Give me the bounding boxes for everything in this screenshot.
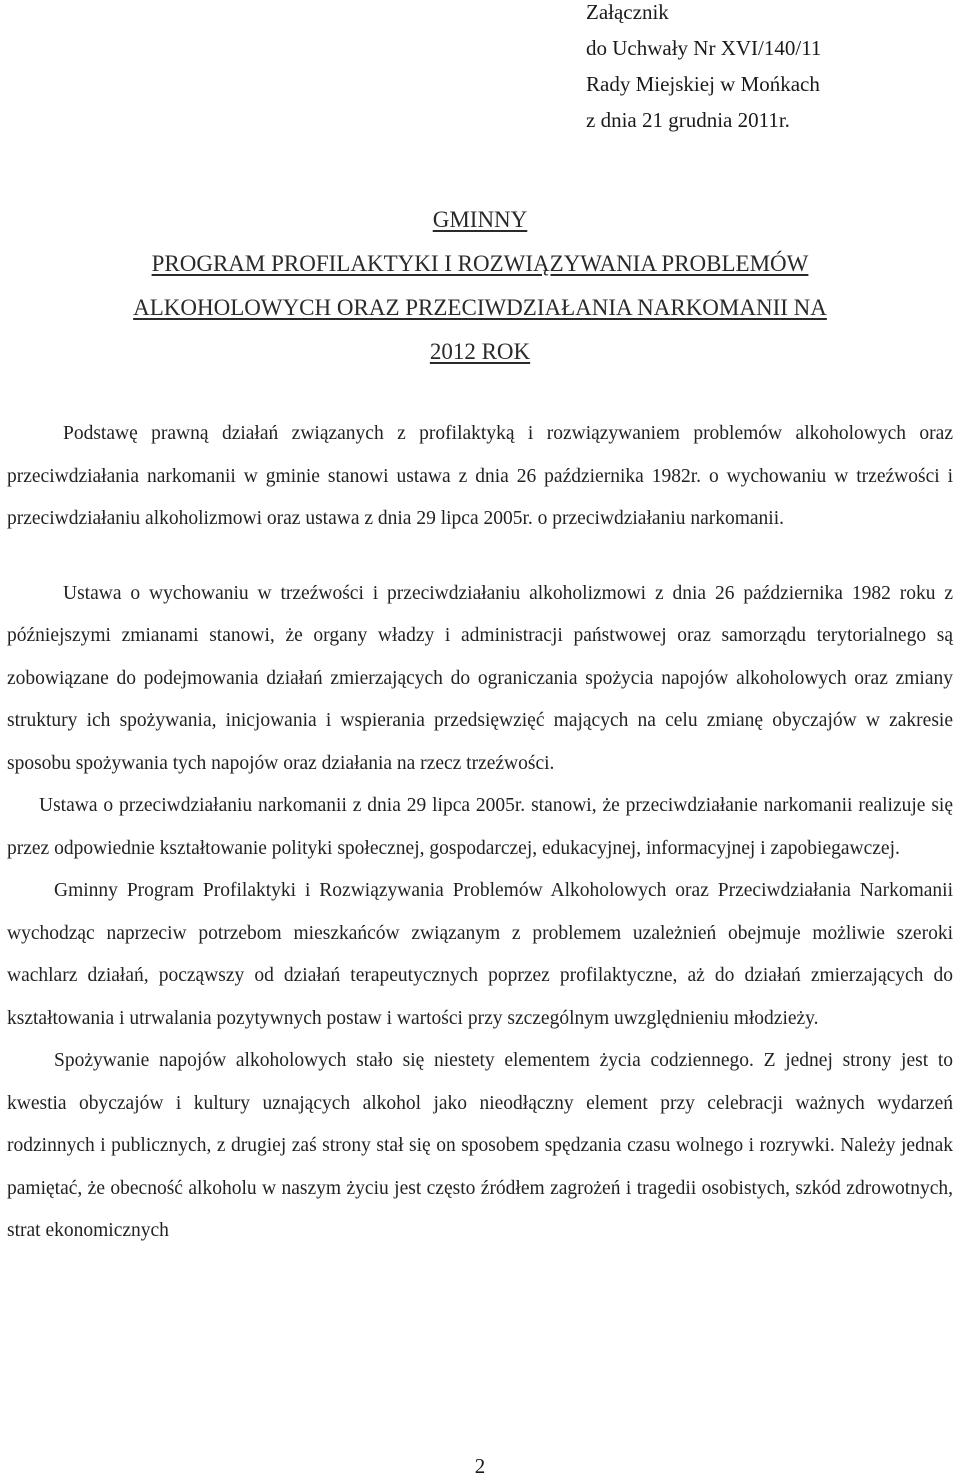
document-body [7, 413, 953, 1253]
annex-date: z dnia 21 grudnia 2011r. [586, 108, 790, 132]
paragraph-alcohol-consumption: Spożywanie napojów alkoholowych stało się niestety elementem życia codziennego. Z jednej strony jest to kwestia obyczajów i kultury uznających alkohol jako nieodłączny element przy celebracji ważnych wydarzeń rodzinnych i publicznych, z drugiej zaś strony stał się on sposobem spędzania czasu wolnego i rozrywki. Należy jednak pamiętać, że obecność alkoholu w naszym życiu jest często źródłem zagrożeń i tragedii osobistych, szkód zdrowotnych, strat ekonomicznych [7, 1050, 953, 1241]
title-line-2: PROGRAM PROFILAKTYKI I ROZWIĄZYWANIA PROBLEMÓW [151, 251, 809, 276]
paragraph-program-scope: Gminny Program Profilaktyki i Rozwiązywania Problemów Alkoholowych oraz Przeciwdziałania Narkomanii wychodząc naprzeciw potrzebom mieszkańców związanym z problemem uzależnień obejmuje możliwie szeroki wachlarz działań, począwszy od działań terapeutycznych poprzez profilaktyczne, aż do działań zmierzających do kształtowania i utrwalania pozytywnych postaw i wartości przy szczególnym uwzględnieniu młodzieży. [7, 880, 953, 1029]
document-title [0, 198, 960, 374]
page-number: 2 [474, 1454, 486, 1478]
title-line-3: ALKOHOLOWYCH ORAZ PRZECIWDZIAŁANIA NARKOMANII NA [133, 295, 827, 320]
annex-council: Rady Miejskiej w Mońkach [586, 72, 820, 96]
paragraph-legal-basis: Podstawę prawną działań związanych z profilaktyką i rozwiązywaniem problemów alkoholowych oraz przeciwdziałania narkomanii w gminie stanowi ustawa z dnia 26 października 1982r. o wychowaniu w trzeźwości i przeciwdziałaniu alkoholizmowi oraz ustawa z dnia 29 lipca 2005r. o przeciwdziałaniu narkomanii. [7, 423, 953, 529]
annex-header [586, 0, 821, 138]
title-line-1: GMINNY [432, 207, 528, 232]
title-line-4: 2012 ROK [429, 339, 531, 364]
annex-label: Załącznik [586, 0, 669, 24]
paragraph-drug-act: Ustawa o przeciwdziałaniu narkomanii z dnia 29 lipca 2005r. stanowi, że przeciwdziałanie narkomanii realizuje się przez odpowiednie kształtowanie polityki społecznej, gospodarczej, edukacyjnej, informacyjnej i zapobiegawczej. [7, 795, 953, 859]
paragraph-alcohol-act: Ustawa o wychowaniu w trzeźwości i przeciwdziałaniu alkoholizmowi z dnia 26 października 1982 roku z późniejszymi zmianami stanowi, że organy władzy i administracji państwowej oraz samorządu terytorialnego są zobowiązane do podejmowania działań zmierzających do ograniczania spożycia napojów alkoholowych oraz zmiany struktury ich spożywania, inicjowania i wspierania przedsięwzięć mających na celu zmianę obyczajów w zakresie sposobu spożywania tych napojów oraz działania na rzecz trzeźwości. [7, 582, 953, 774]
annex-resolution: do Uchwały Nr XVI/140/11 [586, 36, 822, 60]
